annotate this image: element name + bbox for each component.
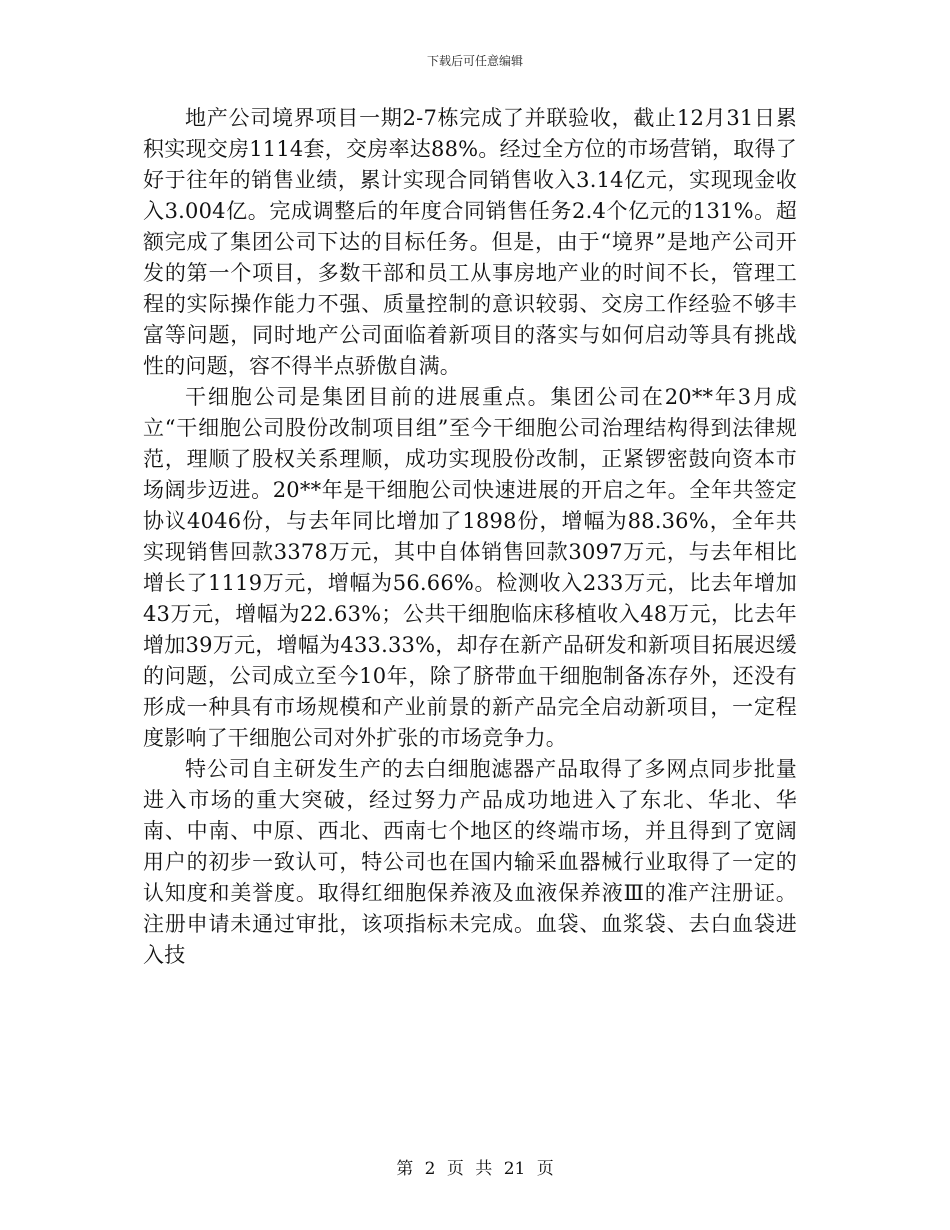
page-header: 下载后可任意编辑: [426, 54, 523, 68]
page-footer: 第 2 页 共 21 页: [396, 1159, 554, 1179]
paragraph-filter-product: 特公司自主研发生产的去白细胞滤器产品取得了多网点同步批量进入市场的重大突破，经过努力产品成功地进入了东北、华北、华南、中南、中原、西北、西南七个地区的终端市场，并且得到了宽阔用户的初步一致认可，特公司也在国内输采血器械行业取得了一定的认知度和美誉度。取得红细胞保养液及血液保养液Ⅲ的准产注册证。注册申请未通过审批，该项指标未完成。血袋、血浆袋、去白血袋进入技: [143, 757, 797, 967]
document-body: [143, 103, 797, 971]
paragraph-stem-cell: 干细胞公司是集团目前的进展重点。集团公司在20**年3月成立“干细胞公司股份改制项目组”至今干细胞公司治理结构得到法律规范，理顺了股权关系理顺，成功实现股份改制，正紧锣密鼓向资本市场阔步迈进。20**年是干细胞公司快速进展的开启之年。全年共签定协议4046份，与去年同比增加了1898份，增幅为88.36%，全年共实现销售回款3378万元，其中自体销售回款3097万元，与去年相比增长了1119万元，增幅为56.66%。检测收入233万元，比去年增加43万元，增幅为22.63%；公共干细胞临床移植收入48万元，比去年增加39万元，增幅为433.33%，却存在新产品研发和新项目拓展迟缓的问题，公司成立至今10年，除了脐带血干细胞制备冻存外，还没有形成一种具有市场规模和产业前景的新产品完全启动新项目，一定程度影响了干细胞公司对外扩张的市场竞争力。: [143, 385, 797, 750]
paragraph-real-estate: 地产公司境界项目一期2-7栋完成了并联验收，截止12月31日累积实现交房1114套，交房率达88%。经过全方位的市场营销，取得了好于往年的销售业绩，累计实现合同销售收入3.14亿元，实现现金收入3.004亿。完成调整后的年度合同销售任务2.4个亿元的131%。超额完成了集团公司下达的目标任务。但是，由于“境界”是地产公司开发的第一个项目，多数干部和员工从事房地产业的时间不长，管理工程的实际操作能力不强、质量控制的意识较弱、交房工作经验不够丰富等问题，同时地产公司面临着新项目的落实与如何启动等具有挑战性的问题，容不得半点骄傲自满。: [143, 106, 797, 378]
